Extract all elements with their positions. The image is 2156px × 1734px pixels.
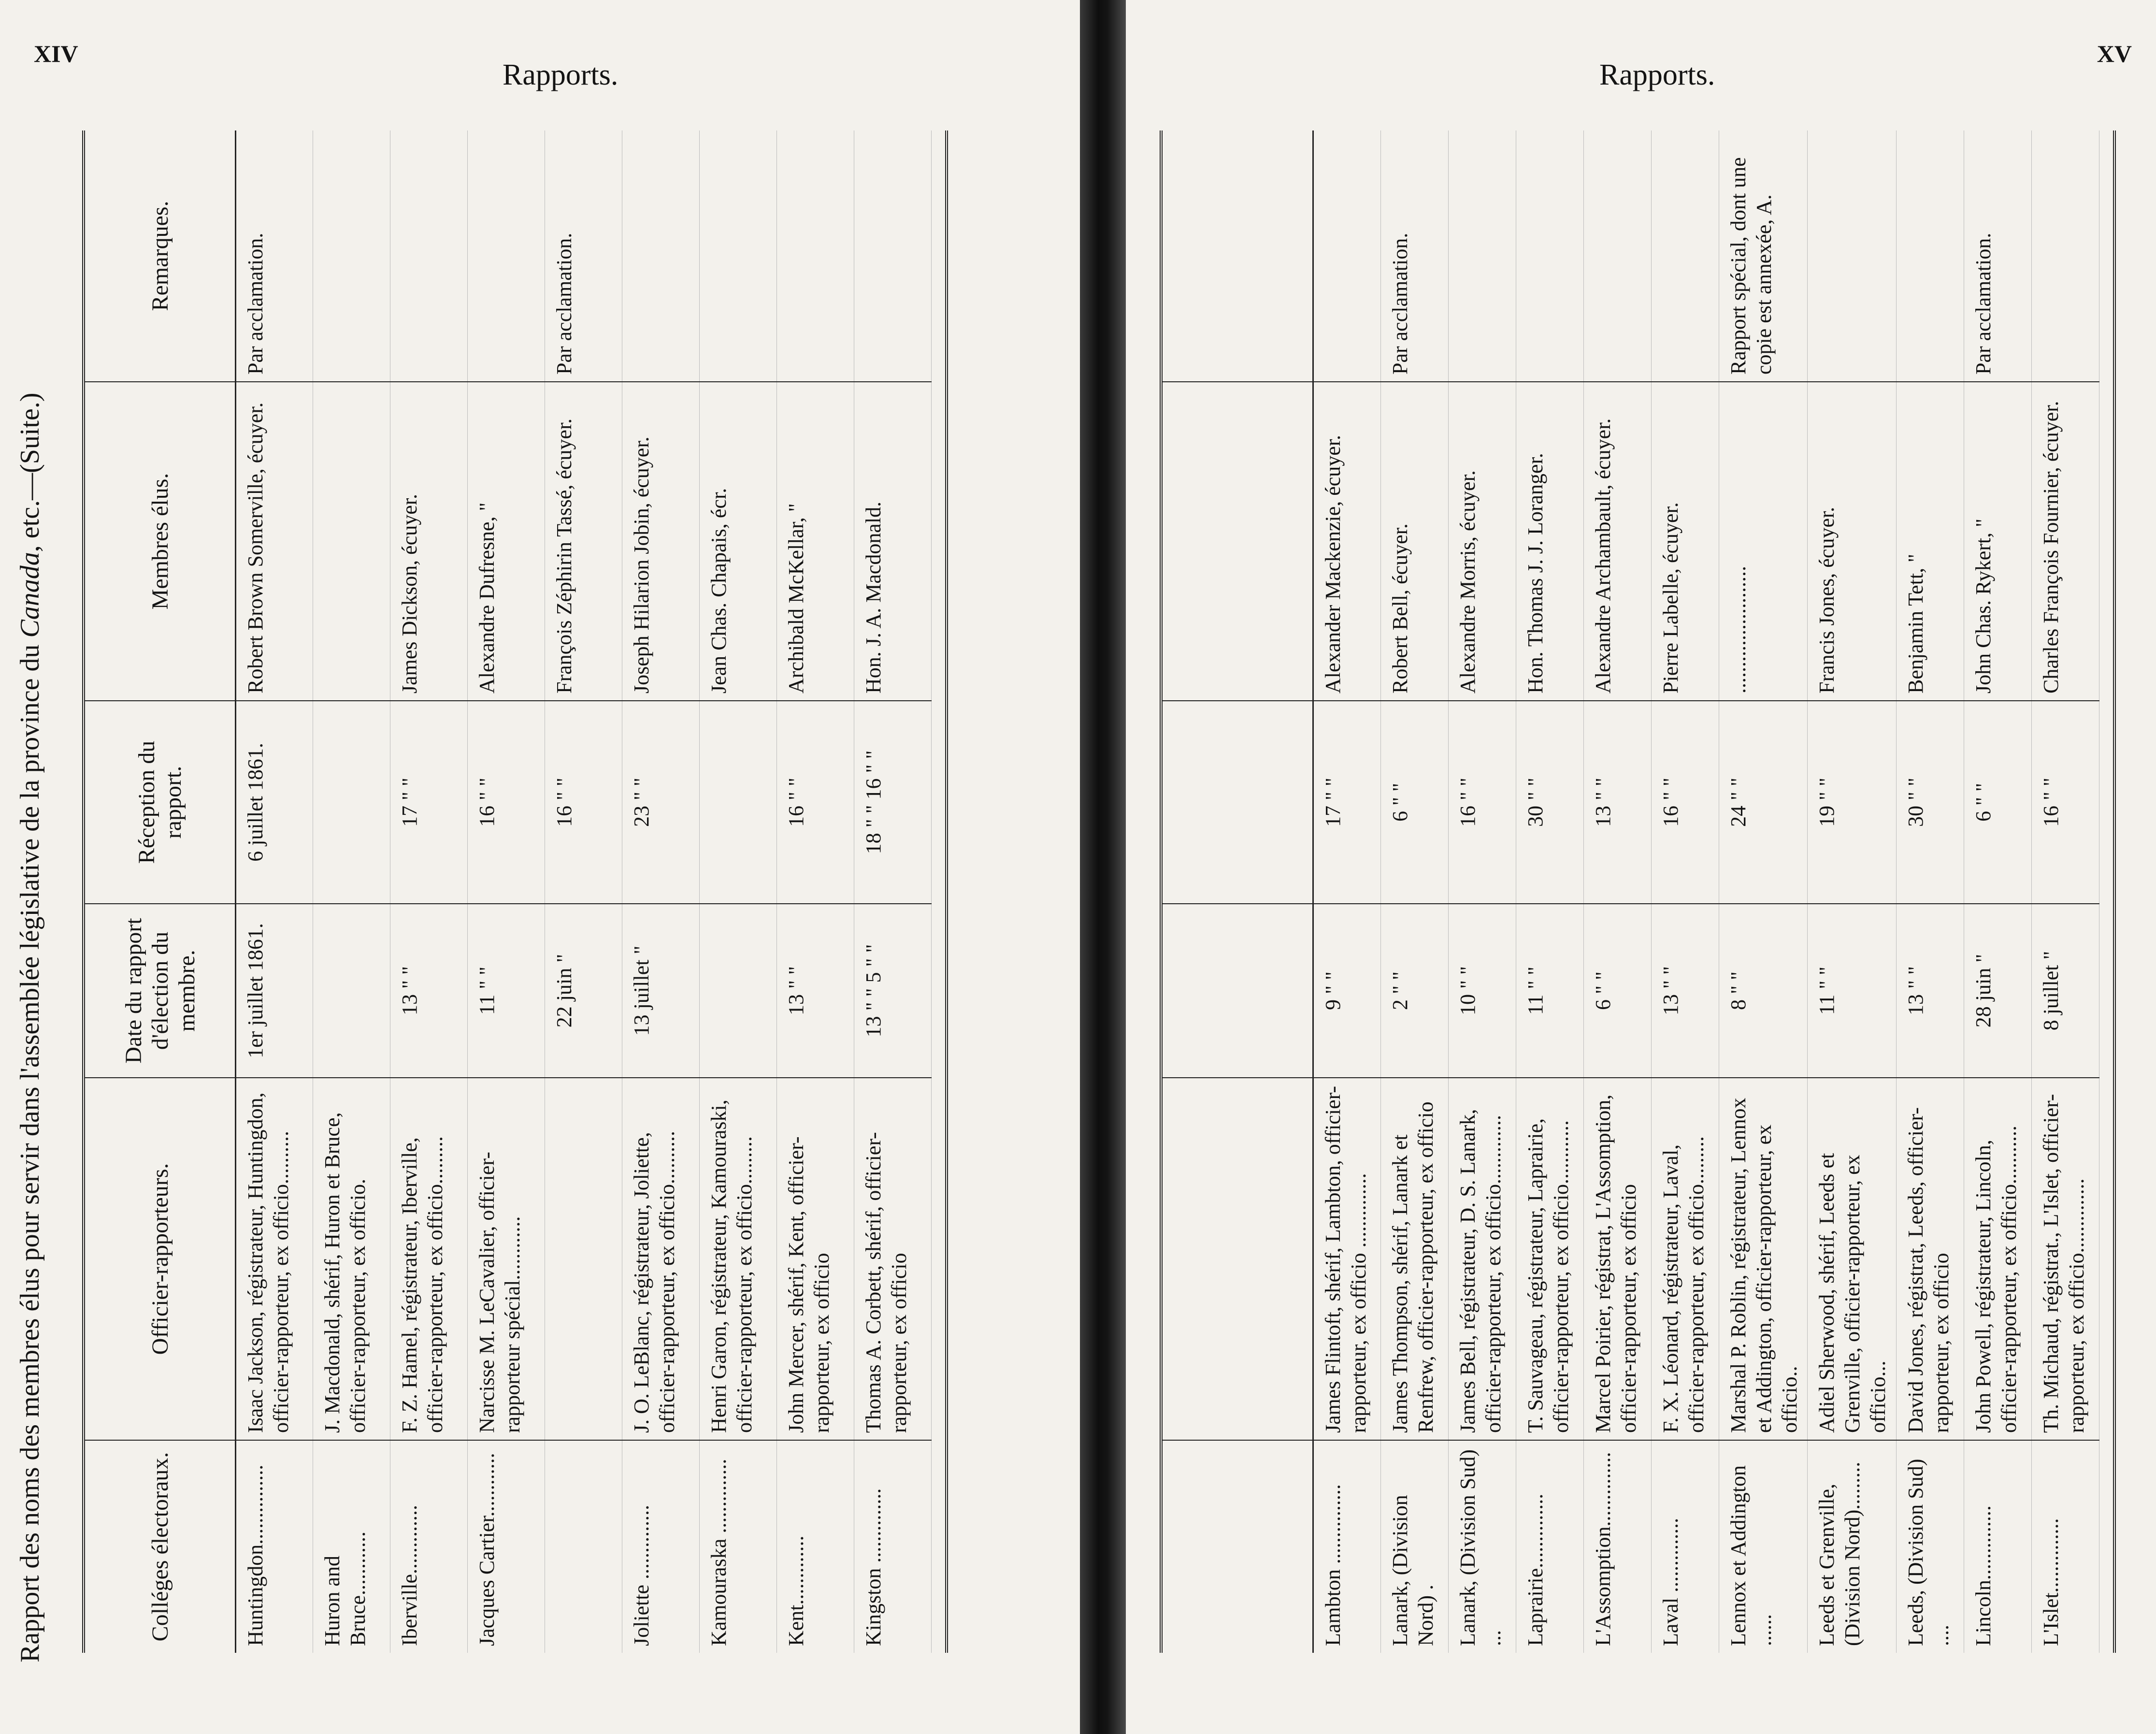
- cell-date: 8 juillet ": [2031, 904, 2099, 1078]
- cell-reception: 17 " ": [390, 701, 468, 904]
- table-row: [313, 130, 390, 1653]
- cell-college: Laprairie..............: [1516, 1440, 1584, 1653]
- cell-member: [313, 382, 390, 701]
- cell-remarks: [313, 130, 390, 382]
- cell-date: 11 " ": [468, 904, 545, 1078]
- table-row: [1449, 130, 1516, 1653]
- table-row: [1652, 130, 1719, 1653]
- cell-date: 13 " ": [777, 904, 854, 1078]
- table-row: [1719, 130, 1808, 1653]
- cell-officer: J. O. LeBlanc, régistrateur, Joliette, officier-rapporteur, ex officio..........: [622, 1078, 700, 1440]
- cell-remarks: [854, 130, 932, 382]
- returns-table-left: [82, 130, 948, 1653]
- cell-member: Alexandre Dufresne, ": [468, 382, 545, 701]
- cell-member: Joseph Hilarion Jobin, écuyer.: [622, 382, 700, 701]
- table-row: [622, 130, 700, 1653]
- cell-member: Charles François Fournier, écuyer.: [2031, 382, 2099, 701]
- header-member-right: [1161, 382, 1313, 701]
- cell-remarks: Rapport spécial, dont une copie est annexée, A.: [1719, 130, 1808, 382]
- cell-remarks: Par acclamation.: [1381, 130, 1449, 382]
- cell-reception: 13 " ": [1584, 701, 1652, 904]
- cell-member: Alexander Mackenzie, écuyer.: [1313, 382, 1381, 701]
- cell-college: Kingston ..............: [854, 1440, 932, 1653]
- cell-officer: Narcisse M. LeCavalier, officier-rapporteur spécial............: [468, 1078, 545, 1440]
- cell-date: 11 " ": [1808, 904, 1896, 1078]
- cell-college: Huron and Bruce............: [313, 1440, 390, 1653]
- table-row: [545, 130, 622, 1653]
- cell-remarks: [1516, 130, 1584, 382]
- cell-date: 6 " ": [1584, 904, 1652, 1078]
- cell-member: Robert Brown Somerville, écuyer.: [236, 382, 313, 701]
- cell-member: John Chas. Rykert, ": [1964, 382, 2031, 701]
- cell-reception: 16 " ": [1449, 701, 1516, 904]
- cell-remarks: [468, 130, 545, 382]
- table-row: [1313, 130, 1381, 1653]
- cell-officer: T. Sauvageau, régistrateur, Laprairie, officier-rapporteur, ex officio............: [1516, 1078, 1584, 1440]
- cell-officer: F. Z. Hamel, régistrateur, Iberville, officier-rapporteur, ex officio.........: [390, 1078, 468, 1440]
- cell-remarks: Par acclamation.: [1964, 130, 2031, 382]
- table-end-rule: [932, 130, 947, 1653]
- cell-member: François Zéphirin Tassé, écuyer.: [545, 382, 622, 701]
- cell-date: 13 " ": [1652, 904, 1719, 1078]
- cell-officer: James Flintoft, shérif, Lambton, officier-rapporteur, ex officio ..............: [1313, 1078, 1381, 1440]
- cell-reception: 30 " ": [1516, 701, 1584, 904]
- header-reception: Réception du rapport.: [84, 701, 236, 904]
- cell-date: 13 " ": [1896, 904, 1964, 1078]
- header-reception-right: [1161, 701, 1313, 904]
- cell-reception: [700, 701, 777, 904]
- cell-date: 13 " " 5 " ": [854, 904, 932, 1078]
- cell-reception: 16 " ": [2031, 701, 2099, 904]
- cell-remarks: Par acclamation.: [236, 130, 313, 382]
- cell-date: 22 juin ": [545, 904, 622, 1078]
- rule-cell: [2099, 130, 2114, 1653]
- title-italic: Canada: [15, 552, 45, 638]
- cell-member: Alexandre Morris, écuyer.: [1449, 382, 1516, 701]
- table-end-rule: [2099, 130, 2114, 1653]
- cell-remarks: [622, 130, 700, 382]
- cell-member: Jean Chas. Chapais, écr.: [700, 382, 777, 701]
- running-head-left: Rapports.: [503, 58, 618, 91]
- cell-remarks: [1896, 130, 1964, 382]
- cell-remarks: Par acclamation.: [545, 130, 622, 382]
- cell-date: [313, 904, 390, 1078]
- cell-reception: 16 " ": [545, 701, 622, 904]
- header-date: Date du rapport d'élection du membre.: [84, 904, 236, 1078]
- cell-member: Francis Jones, écuyer.: [1808, 382, 1896, 701]
- cell-reception: 6 juillet 1861.: [236, 701, 313, 904]
- cell-reception: 6 " ": [1381, 701, 1449, 904]
- header-college-right: [1161, 1440, 1313, 1653]
- cell-college: Lincoln..............: [1964, 1440, 2031, 1653]
- cell-date: 9 " ": [1313, 904, 1381, 1078]
- table-row: [1808, 130, 1896, 1653]
- cell-college: Kent.............: [777, 1440, 854, 1653]
- cell-remarks: [390, 130, 468, 382]
- cell-remarks: [1313, 130, 1381, 382]
- cell-officer: Adiel Sherwood, shérif, Leeds et Grenville, officier-rapporteur, ex officio...: [1808, 1078, 1896, 1440]
- cell-date: 8 " ": [1719, 904, 1808, 1078]
- cell-officer: Marshal P. Roblin, régistrateur, Lennox et Addington, officier-rapporteur, ex officio..: [1719, 1078, 1808, 1440]
- header-college: Colléges électoraux.: [147, 1452, 173, 1642]
- cell-remarks: [1808, 130, 1896, 382]
- cell-reception: 16 " ": [777, 701, 854, 904]
- cell-college: Lennox et Addington ......: [1719, 1440, 1808, 1653]
- book-gutter: [1080, 0, 1126, 1734]
- cell-college: Kamouraska ..............: [700, 1440, 777, 1653]
- cell-officer: [545, 1078, 622, 1440]
- cell-member: Alexandre Archambault, écuyer.: [1584, 382, 1652, 701]
- cell-officer: Thomas A. Corbett, shérif, officier-rapporteur, ex officio: [854, 1078, 932, 1440]
- cell-date: 13 juillet ": [622, 904, 700, 1078]
- cell-officer: John Mercer, shérif, Kent, officier-rapporteur, ex officio: [777, 1078, 854, 1440]
- cell-reception: 18 " " 16 " ": [854, 701, 932, 904]
- cell-date: 2 " ": [1381, 904, 1449, 1078]
- cell-college: L'Assomption..............: [1584, 1440, 1652, 1653]
- cell-remarks: [777, 130, 854, 382]
- header-officer-right: [1161, 1078, 1313, 1440]
- cell-college: [545, 1440, 622, 1653]
- right-table-block: [1126, 111, 2107, 1701]
- cell-officer: James Bell, régistrateur, D. S. Lanark, officier-rapporteur, ex officio.............: [1449, 1078, 1516, 1440]
- cell-reception: 24 " ": [1719, 701, 1808, 904]
- cell-college: Huntingdon...............: [236, 1440, 313, 1653]
- cell-remarks: [700, 130, 777, 382]
- cell-reception: 17 " ": [1313, 701, 1381, 904]
- cell-member: Hon. Thomas J. J. Loranger.: [1516, 382, 1584, 701]
- cell-college: Iberville.............: [390, 1440, 468, 1653]
- cell-reception: 19 " ": [1808, 701, 1896, 904]
- cell-reception: 6 " ": [1964, 701, 2031, 904]
- page-number-left: XIV: [34, 40, 78, 67]
- title-end: , etc.—(Suite.): [15, 392, 45, 552]
- table-row: [1584, 130, 1652, 1653]
- cell-officer: Marcel Poirier, régistrat, L'Assomption, officier-rapporteur, ex officio: [1584, 1078, 1652, 1440]
- cell-college: Leeds, (Division Sud) ....: [1896, 1440, 1964, 1653]
- cell-date: [700, 904, 777, 1078]
- table-row: [1381, 130, 1449, 1653]
- rule-cell: [932, 130, 947, 1653]
- cell-college: Jacques Cartier............: [468, 1440, 545, 1653]
- returns-table-right: [1160, 130, 2116, 1653]
- cell-college: Joliette ..............: [622, 1440, 700, 1653]
- cell-college: Laval ..............: [1652, 1440, 1719, 1653]
- cell-member: Benjamin Tett, ": [1896, 382, 1964, 701]
- cell-date: 11 " ": [1516, 904, 1584, 1078]
- table-row: [468, 130, 545, 1653]
- table-row: [700, 130, 777, 1653]
- cell-reception: 30 " ": [1896, 701, 1964, 904]
- cell-officer: Isaac Jackson, régistrateur, Huntingdon, officier-rapporteur, ex officio..........: [236, 1078, 313, 1440]
- cell-college: Lanark, (Division Sud) ...: [1449, 1440, 1516, 1653]
- cell-member: Pierre Labelle, écuyer.: [1652, 382, 1719, 701]
- header-officer: Officier-rapporteurs.: [84, 1078, 236, 1440]
- header-member: Membres élus.: [84, 382, 236, 701]
- table-row: [236, 130, 313, 1653]
- table-header-row: [84, 130, 236, 1653]
- page-number-right: XV: [2097, 40, 2132, 67]
- cell-reception: [313, 701, 390, 904]
- cell-officer: David Jones, régistrat, Leeds, officier-rapporteur, ex officio: [1896, 1078, 1964, 1440]
- running-head-right: Rapports.: [1599, 58, 1715, 91]
- cell-college: L'Islet..............: [2031, 1440, 2099, 1653]
- cell-member: ........................: [1719, 382, 1808, 701]
- table-row: [1896, 130, 1964, 1653]
- cell-reception: 16 " ": [468, 701, 545, 904]
- cell-remarks: [1652, 130, 1719, 382]
- cell-remarks: [1449, 130, 1516, 382]
- cell-officer: John Powell, régistrateur, Lincoln, officier-rapporteur, ex officio...........: [1964, 1078, 2031, 1440]
- table-row: [1964, 130, 2031, 1653]
- table-row: [777, 130, 854, 1653]
- cell-officer: Th. Michaud, régistrat., L'Islet, officier-rapporteur, ex officio..............: [2031, 1078, 2099, 1440]
- cell-member: James Dickson, écuyer.: [390, 382, 468, 701]
- cell-date: 13 " ": [390, 904, 468, 1078]
- cell-member: Robert Bell, écuyer.: [1381, 382, 1449, 701]
- cell-college: Lanark, (Division Nord) .: [1381, 1440, 1449, 1653]
- cell-officer: Henri Garon, régistrateur, Kamouraski, officier-rapporteur, ex officio.........: [700, 1078, 777, 1440]
- header-remarks-right: [1161, 130, 1313, 382]
- cell-college: Leeds et Grenville, (Division Nord).........: [1808, 1440, 1896, 1653]
- cell-remarks: [2031, 130, 2099, 382]
- table-row: [390, 130, 468, 1653]
- document-title: [14, 116, 45, 1662]
- cell-member: Hon. J. A. Macdonald.: [854, 382, 932, 701]
- cell-member: Archibald McKellar, ": [777, 382, 854, 701]
- title-main: Rapport des noms des membres élus pour servir dans l'assemblée législative de la province du: [15, 637, 45, 1662]
- table-row: [2031, 130, 2099, 1653]
- table-row: [854, 130, 932, 1653]
- table-row: [1516, 130, 1584, 1653]
- cell-reception: 16 " ": [1652, 701, 1719, 904]
- header-date-right: [1161, 904, 1313, 1078]
- cell-college: Lambton ...............: [1313, 1440, 1381, 1653]
- cell-reception: 23 " ": [622, 701, 700, 904]
- header-remarks: Remarques.: [84, 130, 236, 382]
- cell-date: 10 " ": [1449, 904, 1516, 1078]
- cell-officer: James Thompson, shérif, Lanark et Renfrew, officier-rapporteur, ex officio: [1381, 1078, 1449, 1440]
- table-header-row-right: [1161, 130, 1313, 1653]
- cell-officer: F. X. Léonard, régistrateur, Laval, officier-rapporteur, ex officio.........: [1652, 1078, 1719, 1440]
- cell-date: 1er juillet 1861.: [236, 904, 313, 1078]
- cell-officer: J. Macdonald, shérif, Huron et Bruce, officier-rapporteur, ex officio.: [313, 1078, 390, 1440]
- cell-date: 28 juin ": [1964, 904, 2031, 1078]
- left-table-block: [0, 111, 1024, 1701]
- cell-remarks: [1584, 130, 1652, 382]
